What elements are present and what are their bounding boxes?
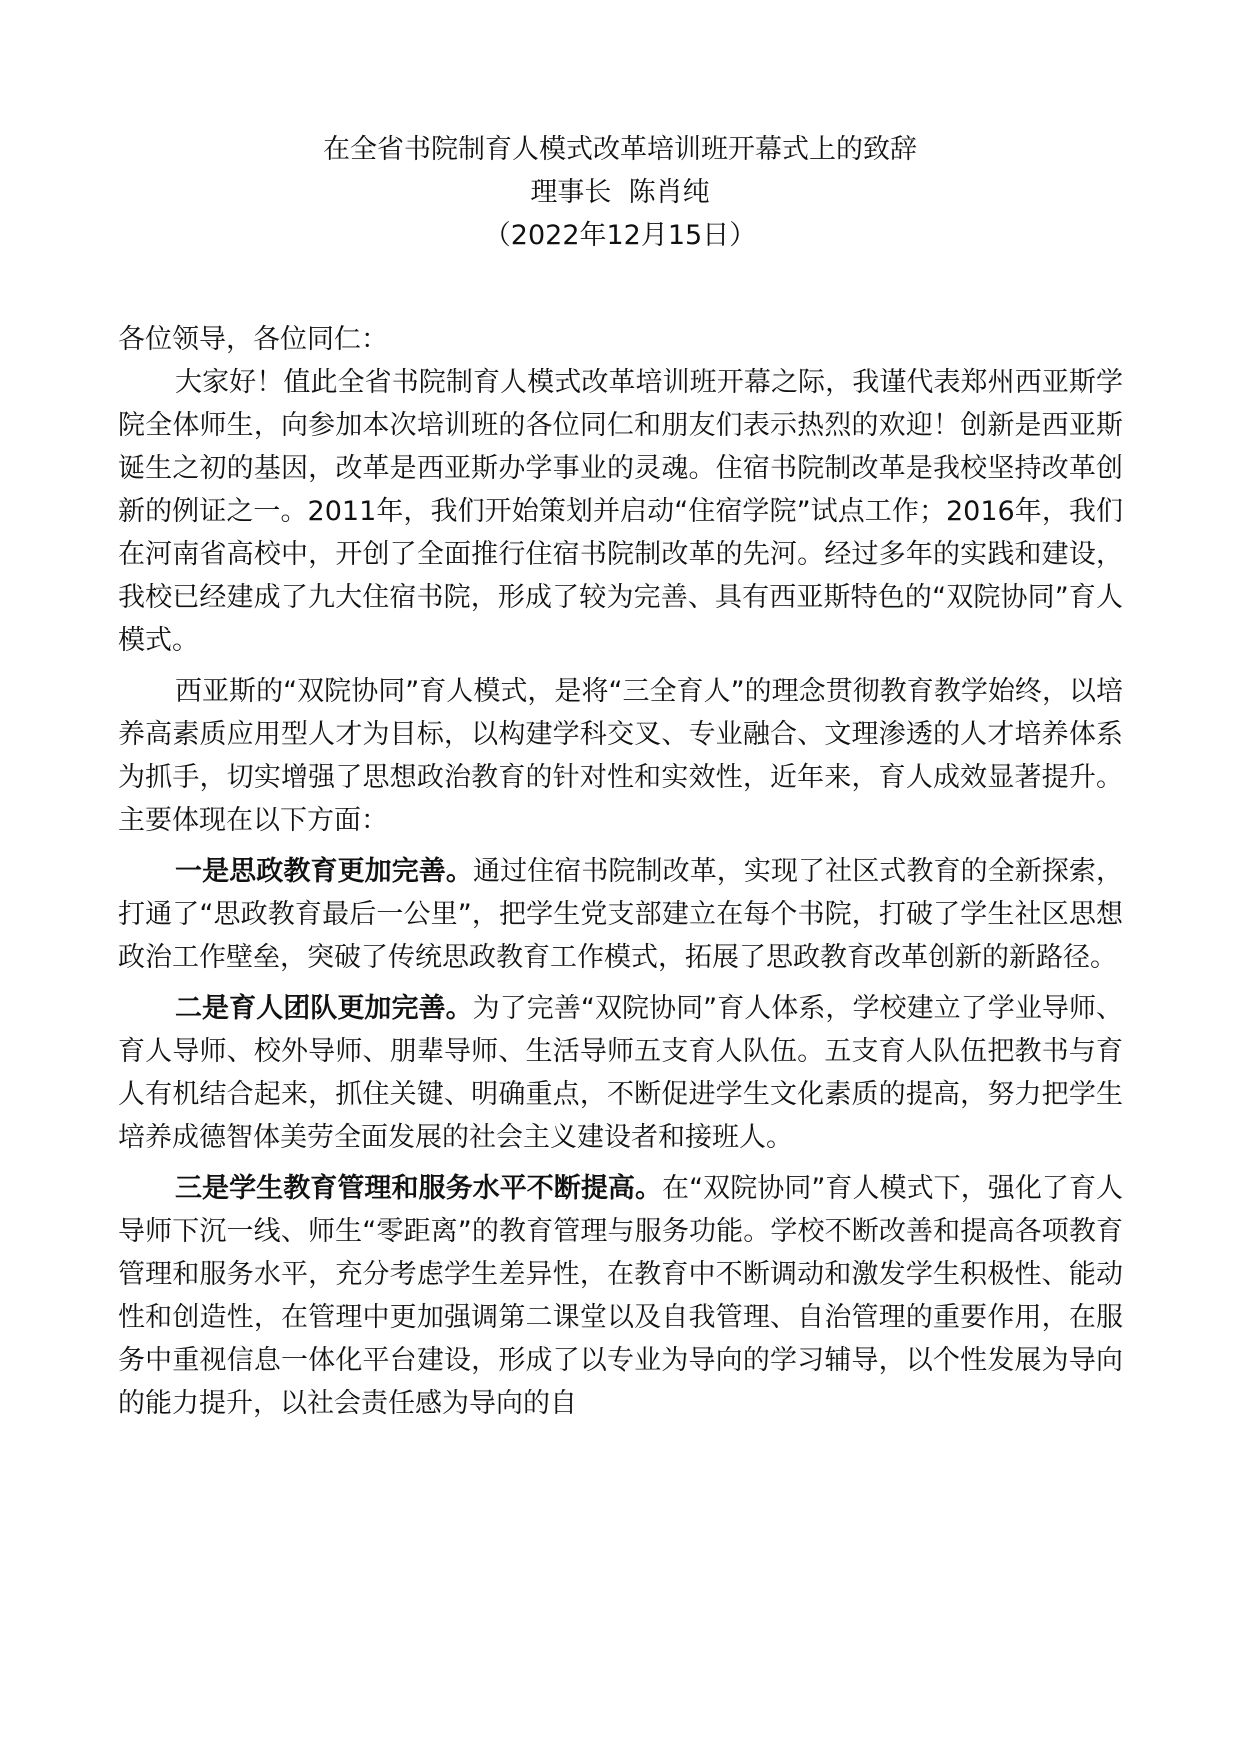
paragraph	[118, 1167, 1123, 1425]
paragraph-lead: 三是学生教育管理和服务水平不断提高。	[175, 1173, 663, 1204]
document-header	[0, 128, 1240, 257]
paragraph	[118, 361, 1123, 662]
paragraph-text: 为了完善“双院协同”育人体系，学校建立了学业导师、育人导师、校外导师、朋辈导师、生活导师五支育人队伍。五支育人队伍把教书与育人有机结合起来，抓住关键、明确重点，不断促进学生文化素质的提高，努力把学生培养成德智体美劳全面发展的社会主义建设者和接班人。	[118, 993, 1123, 1153]
paragraph-lead: 一是思政教育更加完善。	[175, 856, 473, 887]
document-title: 在全省书院制育人模式改革培训班开幕式上的致辞	[323, 134, 917, 165]
paragraph	[118, 987, 1123, 1159]
document-body	[118, 318, 1123, 1425]
salutation: 各位领导，各位同仁：	[118, 324, 388, 355]
paragraph	[118, 670, 1123, 842]
paragraph-text: 通过住宿书院制改革，实现了社区式教育的全新探索，打通了“思政教育最后一公里”，把学生党支部建立在每个书院，打破了学生社区思想政治工作壁垒，突破了传统思政教育工作模式，拓展了思政教育改革创新的新路径。	[118, 856, 1124, 973]
paragraph-lead: 二是育人团队更加完善。	[175, 993, 473, 1024]
paragraph-text: 大家好！值此全省书院制育人模式改革培训班开幕之际，我谨代表郑州西亚斯学院全体师生，向参加本次培训班的各位同仁和朋友们表示热烈的欢迎！创新是西亚斯诞生之初的基因，改革是西亚斯办学事业的灵魂。住宿书院制改革是我校坚持改革创新的例证之一。2011年，我们开始策划并启动“住宿学院”试点工作；2016年，我们在河南省高校中，开创了全面推行住宿书院制改革的先河。经过多年的实践和建设，我校已经建成了九大住宿书院，形成了较为完善、具有西亚斯特色的“双院协同”育人模式。	[118, 367, 1123, 656]
paragraph-text: 在“双院协同”育人模式下，强化了育人导师下沉一线、师生“零距离”的教育管理与服务功能。学校不断改善和提高各项教育管理和服务水平，充分考虑学生差异性，在教育中不断调动和激发学生积极性、能动性和创造性，在管理中更加强调第二课堂以及自我管理、自治管理的重要作用，在服务中重视信息一体化平台建设，形成了以专业为导向的学习辅导，以个性发展为导向的能力提升，以社会责任感为导向的自	[118, 1173, 1124, 1419]
speech-date: （2022年12月15日）	[483, 220, 757, 251]
speaker-line: 理事长 陈肖纯	[530, 177, 710, 208]
paragraph	[118, 850, 1123, 979]
paragraph-text: 西亚斯的“双院协同”育人模式，是将“三全育人”的理念贯彻教育教学始终，以培养高素质应用型人才为目标，以构建学科交叉、专业融合、文理渗透的人才培养体系为抓手，切实增强了思想政治教育的针对性和实效性，近年来，育人成效显著提升。主要体现在以下方面：	[118, 676, 1123, 836]
